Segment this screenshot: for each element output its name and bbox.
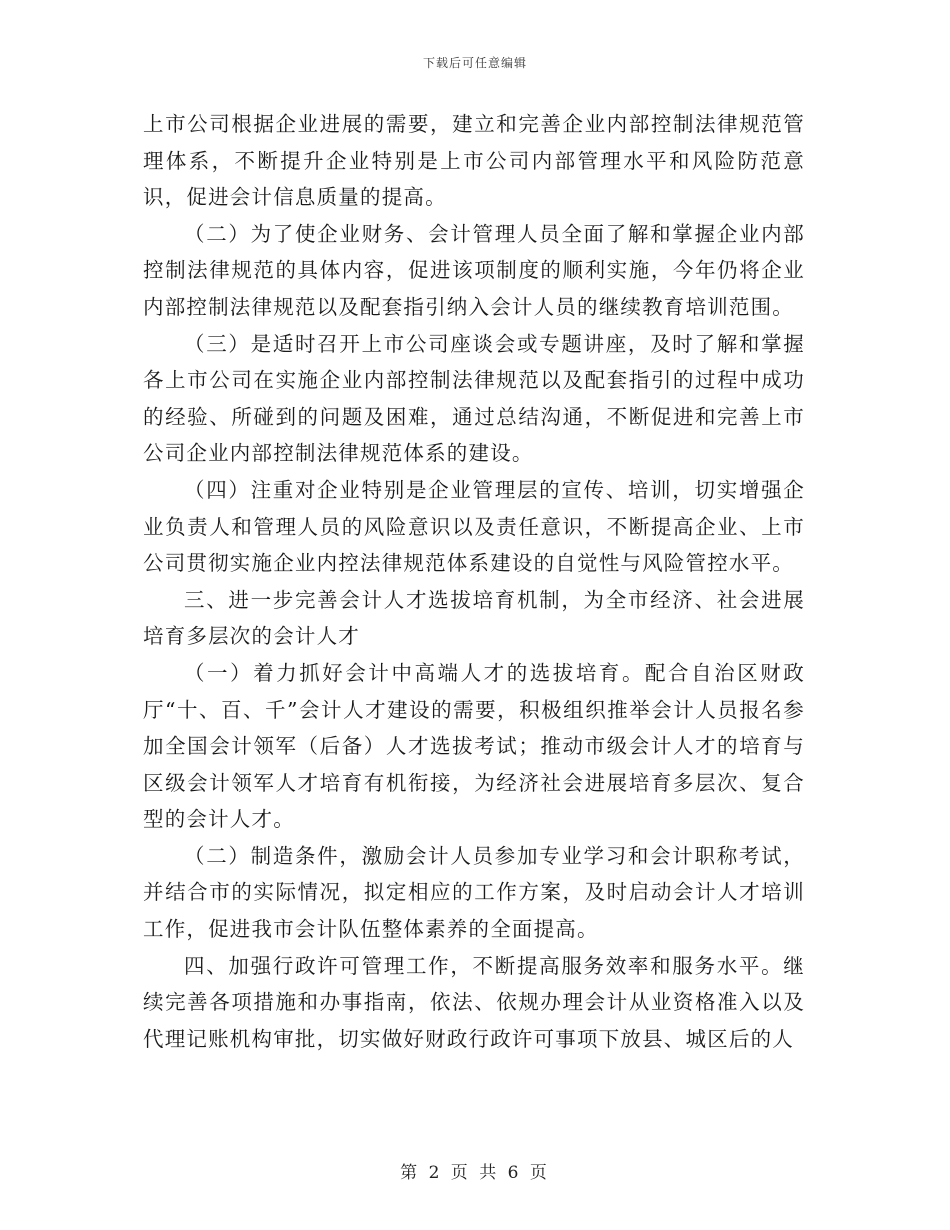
document-body: [143, 106, 805, 1057]
paragraph-1: 上市公司根据企业进展的需要，建立和完善企业内部控制法律规范管理体系，不断提升企业特别是上市公司内部管理水平和风险防范意识，促进会计信息质量的提高。: [143, 112, 805, 210]
section-heading-3: 三、进一步完善会计人才选拔培育机制，为全市经济、社会进展培育多层次的会计人才: [143, 587, 805, 649]
paragraph-4: （四）注重对企业特别是企业管理层的宣传、培训，切实增强企业负责人和管理人员的风险意识以及责任意识，不断提高企业、上市公司贯彻实施企业内控法律规范体系建设的自觉性与风险管控水平。: [143, 477, 805, 576]
section-heading-4: 四、加强行政许可管理工作，不断提高服务效率和服务水平。继续完善各项措施和办事指南，依法、依规办理会计从业资格准入以及代理记账机构审批，切实做好财政行政许可事项下放县、城区后的人: [143, 953, 805, 1051]
paragraph-7: （二）制造条件，激励会计人员参加专业学习和会计职称考试，并结合市的实际情况，拟定相应的工作方案，及时启动会计人才培训工作，促进我市会计队伍整体素养的全面提高。: [143, 843, 805, 942]
paragraph-2: （二）为了使企业财务、会计管理人员全面了解和掌握企业内部控制法律规范的具体内容，促进该项制度的顺利实施，今年仍将企业内部控制法律规范以及配套指引纳入会计人员的继续教育培训范围。: [143, 221, 805, 319]
page-number: 第 2 页 共 6 页: [400, 1163, 550, 1183]
page-header-note: 下载后可任意编辑: [422, 56, 527, 70]
paragraph-6: （一）着力抓好会计中高端人才的选拔培育。配合自治区财政厅“十、百、千”会计人才建设的需要，积极组织推举会计人员报名参加全国会计领军（后备）人才选拔考试；推动市级会计人才的培育与区级会计领军人才培育有机衔接，为经济社会进展培育多层次、复合型的会计人才。: [143, 660, 805, 832]
paragraph-3: （三）是适时召开上市公司座谈会或专题讲座，及时了解和掌握各上市公司在实施企业内部控制法律规范以及配套指引的过程中成功的经验、所碰到的问题及困难，通过总结沟通，不断促进和完善上市公司企业内部控制法律规范体系的建设。: [143, 331, 805, 466]
